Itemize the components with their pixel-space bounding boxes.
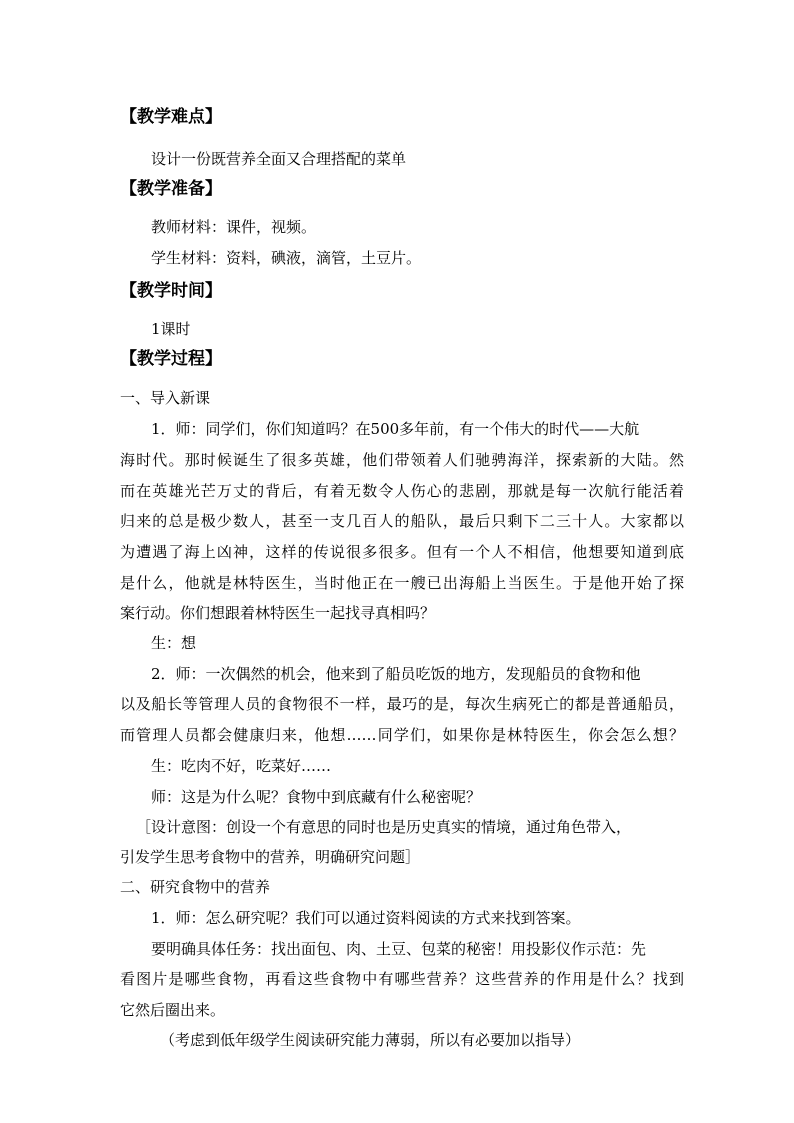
time-text: 1课时 bbox=[151, 320, 191, 338]
difficulty-text: 设计一份既营养全面又合理搭配的菜单 bbox=[151, 150, 407, 168]
paragraph-line: 看图片是哪些食物，再看这些食物中有哪些营养？这些营养的作用是什么？找到 bbox=[120, 970, 684, 988]
heading-teaching-difficulty: 【教学难点】 bbox=[120, 107, 222, 127]
paragraph-line: 而在英雄光芒万丈的背后，有着无数令人伤心的悲剧，那就是每一次航行能活着 bbox=[120, 482, 684, 500]
paragraph-line: 为遭遇了海上凶神，这样的传说很多很多。但有一个人不相信，他想要知道到底 bbox=[120, 543, 684, 561]
paragraph-line: 1．师：怎么研究呢？我们可以通过资料阅读的方式来找到答案。 bbox=[151, 909, 581, 927]
teacher-materials: 教师材料：课件，视频。 bbox=[151, 218, 317, 236]
student-materials: 学生材料：资料，碘液，滴管，土豆片。 bbox=[151, 249, 422, 267]
paragraph-line: 而管理人员都会健康归来，他想……同学们，如果你是林特医生，你会怎么想？ bbox=[120, 726, 684, 744]
section-title-intro: 一、导入新课 bbox=[120, 389, 211, 407]
paragraph-line: 2．师：一次偶然的机会，他来到了船员吃饭的地方，发现船员的食物和他 bbox=[151, 665, 641, 683]
paragraph-line: 是什么，他就是林特医生，当时他正在一艘已出海船上当医生。于是他开始了探 bbox=[120, 574, 684, 592]
heading-teaching-time: 【教学时间】 bbox=[120, 281, 222, 301]
student-reply: 生：想 bbox=[151, 634, 197, 652]
paragraph-line: 归来的总是极少数人，甚至一支几百人的船队，最后只剩下二三十人。大家都以 bbox=[120, 512, 684, 530]
guidance-note: （考虑到低年级学生阅读研究能力薄弱，所以有必要加以指导） bbox=[160, 1031, 581, 1049]
paragraph-line: 以及船长等管理人员的食物很不一样，最巧的是，每次生病死亡的都是普通船员， bbox=[120, 695, 684, 713]
paragraph-line: 海时代。那时候诞生了很多英雄，他们带领着人们驰骋海洋，探索新的大陆。然 bbox=[120, 451, 684, 469]
heading-teaching-process: 【教学过程】 bbox=[120, 349, 222, 369]
paragraph-line: 要明确具体任务：找出面包、肉、土豆、包菜的秘密！用投影仪作示范：先 bbox=[151, 940, 647, 958]
heading-teaching-preparation: 【教学准备】 bbox=[120, 179, 222, 199]
student-reply: 生：吃肉不好，吃菜好…… bbox=[151, 757, 332, 775]
section-title-nutrition: 二、研究食物中的营养 bbox=[120, 878, 271, 896]
paragraph-line: 案行动。你们想跟着林特医生一起找寻真相吗？ bbox=[120, 604, 436, 622]
paragraph-line: 它然后圈出来。 bbox=[120, 1001, 226, 1019]
design-intent-line: ［设计意图：创设一个有意思的同时也是历史真实的情境，通过角色带入， bbox=[136, 818, 632, 836]
design-intent-line: 引发学生思考食物中的营养，明确研究问题］ bbox=[120, 848, 421, 866]
teacher-question: 师：这是为什么呢？食物中到底藏有什么秘密呢？ bbox=[151, 788, 482, 806]
paragraph-line: 1．师：同学们，你们知道吗？在500多年前，有一个伟大的时代——大航 bbox=[151, 420, 640, 438]
